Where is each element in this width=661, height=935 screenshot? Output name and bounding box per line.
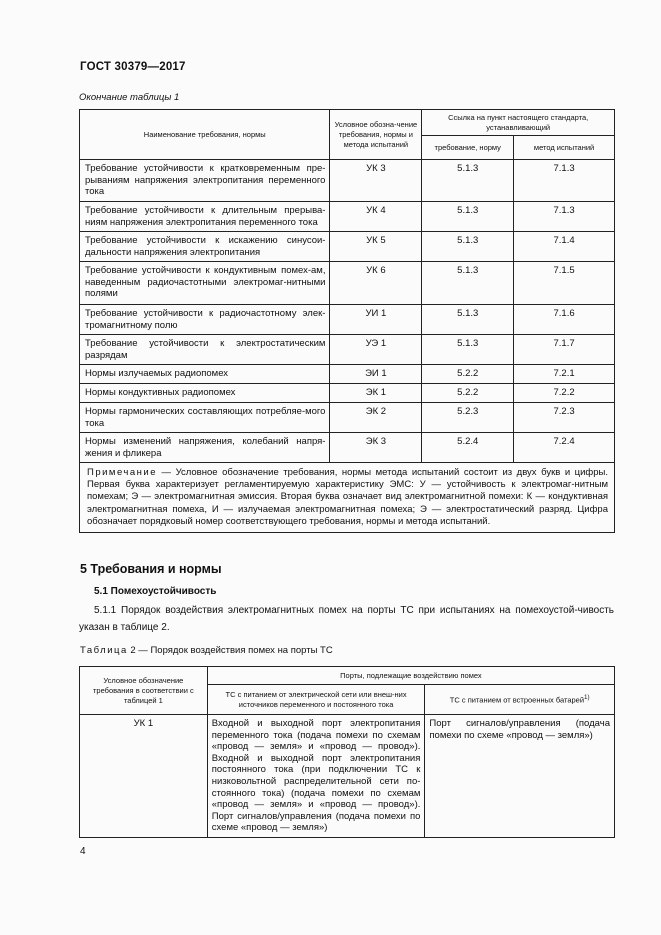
table-row: [80, 365, 615, 384]
table2-header-mains: ТС с питанием от электрической сети или внеш-них источников переменного и постоянного тока: [207, 685, 425, 715]
requirement-code: ЭК 1: [330, 384, 422, 403]
table1-header-ref: Ссылка на пункт настоящего стандарта, устанавливающий: [422, 110, 615, 136]
method-clause: 7.1.3: [514, 160, 615, 202]
table1-header-ref-req: требование, норму: [422, 136, 514, 160]
requirement-clause: 5.2.2: [422, 365, 514, 384]
table-row: [80, 202, 615, 232]
table-row: [80, 403, 615, 433]
requirement-name: Требование устойчивости к искажению синусои-дальности напряжения электропитания: [80, 232, 330, 262]
requirement-clause: 5.2.2: [422, 384, 514, 403]
requirement-name: Требование устойчивости к длительным прерыва-ниям напряжения электропитания переменного тока: [80, 202, 330, 232]
requirement-code: УК 1: [80, 715, 208, 838]
table2-header-battery-text: ТС с питанием от встроенных батарей: [449, 695, 585, 705]
table-row: [80, 262, 615, 305]
requirement-clause: 5.1.3: [422, 335, 514, 365]
table1-note-row: [80, 463, 615, 533]
requirement-code: ЭК 2: [330, 403, 422, 433]
note-text: — Условное обозначение требования, нормы метода испытаний состоит из двух букв и цифры. Первая буква характеризует регламентируемую характеристику ЭМС: У — устойчивость к электромаг-нитным помехам; Э — электромагнитная эмиссия. Вторая буква означает вид электромагнитной помехи: К — кондуктивная электромагнитная помеха, И — излучаемая электромагнитная помеха; Э — электростатический разряд. Цифра обозначает порядковый номер соответствующего требования, нормы и метода испытаний.: [87, 467, 608, 527]
table1: [79, 109, 615, 533]
table-row: [80, 715, 615, 838]
footnote-mark: 1): [584, 694, 590, 702]
requirement-clause: 5.1.3: [422, 232, 514, 262]
table2-caption-text: 2 — Порядок воздействия помех на порты ТС: [127, 645, 333, 656]
table2-caption-label: Таблица: [80, 645, 128, 656]
method-clause: 7.1.4: [514, 232, 615, 262]
requirement-code: УК 4: [330, 202, 422, 232]
requirement-name: Требование устойчивости к радиочастотному элек-тромагнитному полю: [80, 305, 330, 335]
requirement-code: УИ 1: [330, 305, 422, 335]
document-header: ГОСТ 30379—2017: [80, 61, 186, 73]
requirement-name: Требование устойчивости к кондуктивным помех-ам, наведенным радиочастотными электромаг-нитными полями: [80, 262, 330, 305]
subsection-title: 5.1 Помехоустойчивость: [94, 586, 217, 597]
requirement-clause: 5.2.3: [422, 403, 514, 433]
table-row: [80, 433, 615, 463]
table-row: [80, 305, 615, 335]
table2-header-battery: [425, 685, 615, 715]
table1-note: [80, 463, 615, 533]
requirement-code: ЭК 3: [330, 433, 422, 463]
requirement-clause: 5.1.3: [422, 160, 514, 202]
section-paragraph: 5.1.1 Порядок воздействия электромагнитных помех на порты ТС при испытаниях на помехоустой-чивость указан в таблице 2.: [79, 605, 614, 633]
table1-header-ref-method: метод испытаний: [514, 136, 615, 160]
method-clause: 7.2.1: [514, 365, 615, 384]
requirement-code: УК 6: [330, 262, 422, 305]
method-clause: 7.2.4: [514, 433, 615, 463]
requirement-clause: 5.1.3: [422, 262, 514, 305]
requirement-name: Нормы изменений напряжения, колебаний напря-жения и фликера: [80, 433, 330, 463]
method-clause: 7.1.6: [514, 305, 615, 335]
requirement-code: ЭИ 1: [330, 365, 422, 384]
table-row: [80, 160, 615, 202]
mains-ports: Входной и выходной порт электропитания переменного тока (подача помехи по схемам «провод — земля» и «провод — провод»). Входной и выходной порт электропитания постоянного тока (при подключении ТС к низковольтной распределительной сети по-стоянного тока) (подача помехи по схемам «провод — земля» и «провод — провод»). Порт сигналов/управления (подача помехи по схеме «провод — земля»): [207, 715, 425, 838]
table-row: [80, 384, 615, 403]
table1-header-designation: Условное обозна-чение требования, нормы и метода испытаний: [330, 110, 422, 160]
requirement-clause: 5.2.4: [422, 433, 514, 463]
table1-header-name: Наименование требования, нормы: [80, 110, 330, 160]
requirement-code: УК 5: [330, 232, 422, 262]
table1-caption: Окончание таблицы 1: [79, 92, 180, 103]
requirement-name: Нормы излучаемых радиопомех: [80, 365, 330, 384]
method-clause: 7.1.3: [514, 202, 615, 232]
battery-ports: Порт сигналов/управления (подача помехи по схеме «провод — земля»): [425, 715, 615, 838]
requirement-clause: 5.1.3: [422, 305, 514, 335]
section-title: 5 Требования и нормы: [80, 562, 222, 576]
requirement-clause: 5.1.3: [422, 202, 514, 232]
table2: [79, 666, 615, 838]
method-clause: 7.1.7: [514, 335, 615, 365]
table2-header-ports: Порты, подлежащие воздействию помех: [207, 667, 614, 685]
method-clause: 7.1.5: [514, 262, 615, 305]
requirement-name: Нормы гармонических составляющих потребляе-мого тока: [80, 403, 330, 433]
requirement-name: Требование устойчивости к кратковременным пре-рываниям напряжения электропитания переменного тока: [80, 160, 330, 202]
method-clause: 7.2.2: [514, 384, 615, 403]
table-row: [80, 232, 615, 262]
method-clause: 7.2.3: [514, 403, 615, 433]
page-number: 4: [80, 846, 86, 857]
table-row: [80, 335, 615, 365]
requirement-name: Нормы кондуктивных радиопомех: [80, 384, 330, 403]
requirement-code: УЭ 1: [330, 335, 422, 365]
note-label: Примечание: [87, 467, 157, 478]
requirement-name: Требование устойчивости к электростатическим разрядам: [80, 335, 330, 365]
table2-caption: [80, 645, 333, 656]
table2-header-code: Условное обозначение требования в соответствии с таблицей 1: [80, 667, 208, 715]
requirement-code: УК 3: [330, 160, 422, 202]
